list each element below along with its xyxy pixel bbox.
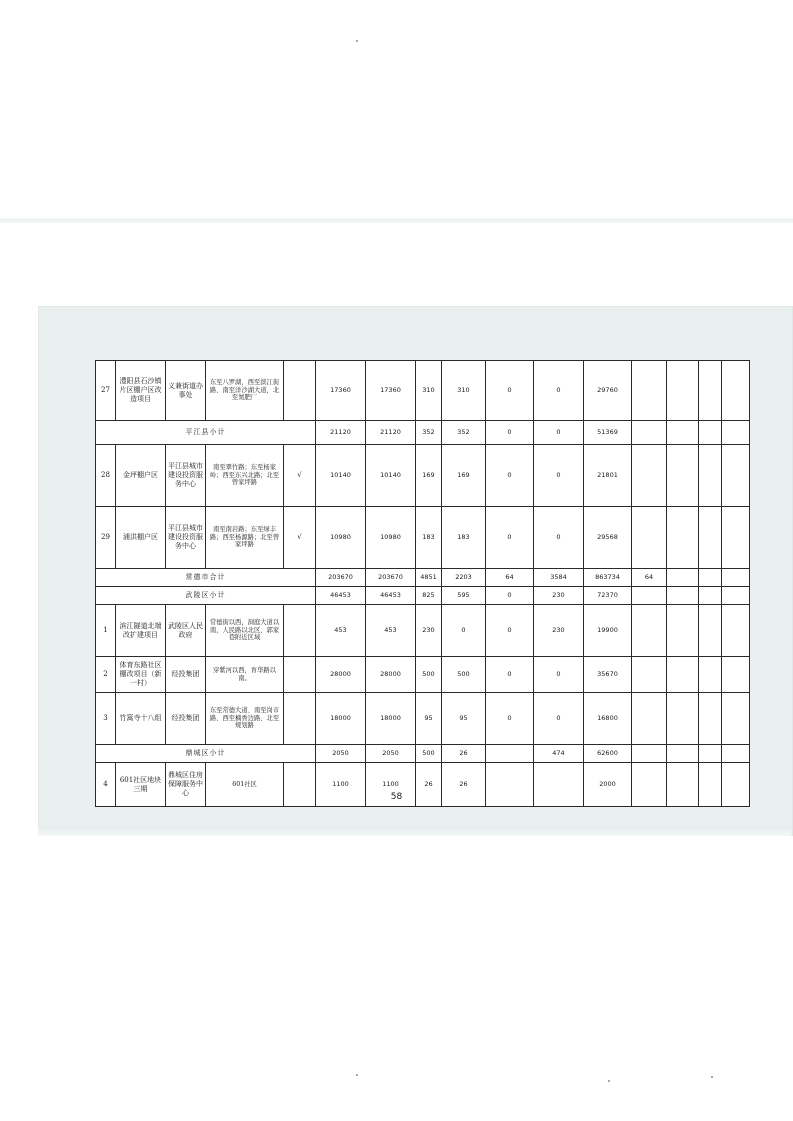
check-mark: √ [284,445,316,507]
cell-v4: 500 [442,657,486,693]
cell-v1: 46453 [316,587,366,605]
cell-v7: 2000 [584,763,632,807]
check-mark [284,693,316,745]
blank-cell [722,745,750,763]
cell-v6: 0 [534,445,584,507]
project-location: 601社区 [206,763,284,807]
blank-cell [699,605,722,657]
row-number: 28 [96,445,116,507]
subtotal-label: 平江县小计 [96,421,316,445]
cell-v4: 183 [442,507,486,569]
cell-v3: 4851 [416,569,442,587]
implementing-unit: 经投集团 [166,693,206,745]
table-row [96,507,750,569]
cell-v6: 0 [534,657,584,693]
cell-v6: 474 [534,745,584,763]
cell-v6: 230 [534,605,584,657]
cell-v5: 0 [486,657,534,693]
cell-v8 [632,421,667,445]
cell-v8 [632,745,667,763]
subtotal-row [96,569,750,587]
blank-cell [667,657,699,693]
cell-v1: 1100 [316,763,366,807]
cell-v1: 10980 [316,507,366,569]
cell-v8 [632,507,667,569]
cell-v1: 18000 [316,693,366,745]
scan-speck [356,1074,358,1076]
cell-v8 [632,693,667,745]
cell-v2: 18000 [366,693,416,745]
cell-v1: 2050 [316,745,366,763]
blank-cell [667,421,699,445]
cell-v4: 26 [442,745,486,763]
blank-cell [667,745,699,763]
project-name: 体育东路社区棚改项目（新一村） [116,657,166,693]
table-row [96,657,750,693]
cell-v4: 595 [442,587,486,605]
subtotal-row [96,587,750,605]
cell-v2: 453 [366,605,416,657]
cell-v3: 500 [416,745,442,763]
scan-speck [711,1076,713,1078]
page-number: 58 [390,792,403,802]
cell-v2: 1100 [366,763,416,807]
blank-cell [722,693,750,745]
scan-speck [608,1080,610,1082]
check-mark [284,361,316,421]
cell-v7: 19900 [584,605,632,657]
cell-v7: 29760 [584,361,632,421]
project-location: 南至翠竹路；东至杨家岭；西至东兴北路；北至曾家坪路 [206,445,284,507]
row-number: 27 [96,361,116,421]
cell-v5 [486,745,534,763]
blank-cell [722,507,750,569]
cell-v1: 203670 [316,569,366,587]
blank-cell [667,587,699,605]
project-location: 南至南岩路；东至绿丰路；西至杨源路；北至曾家坪路 [206,507,284,569]
blank-cell [667,361,699,421]
blank-cell [699,445,722,507]
cell-v2: 10140 [366,445,416,507]
blank-cell [722,361,750,421]
blank-cell [699,569,722,587]
blank-cell [667,605,699,657]
cell-v2: 28000 [366,657,416,693]
cell-v4: 0 [442,605,486,657]
blank-cell [722,657,750,693]
row-number: 2 [96,657,116,693]
blank-cell [722,605,750,657]
project-location: 东至常德大道、南至岗市路、西至楠香边路、北至规划路 [206,693,284,745]
project-location: 穿紫河以西，育华路以南。 [206,657,284,693]
cell-v3: 230 [416,605,442,657]
scan-artifact-edge [38,826,791,836]
cell-v6: 0 [534,361,584,421]
cell-v4: 95 [442,693,486,745]
cell-v8 [632,445,667,507]
blank-cell [722,421,750,445]
cell-v8: 64 [632,569,667,587]
cell-v3: 500 [416,657,442,693]
cell-v1: 453 [316,605,366,657]
scan-speck [356,40,358,42]
scan-artifact-band [0,218,793,223]
blank-cell [722,587,750,605]
blank-cell [699,657,722,693]
implementing-unit: 平江县城市建设投资服务中心 [166,507,206,569]
cell-v4: 26 [442,763,486,807]
cell-v5: 0 [486,605,534,657]
cell-v3: 26 [416,763,442,807]
blank-cell [722,569,750,587]
cell-v5: 0 [486,693,534,745]
cell-v7: 62600 [584,745,632,763]
cell-v4: 310 [442,361,486,421]
subtotal-label: 常德市合计 [96,569,316,587]
blank-cell [699,421,722,445]
cell-v3: 95 [416,693,442,745]
project-name: 601社区地块三期 [116,763,166,807]
implementing-unit: 武陵区人民政府 [166,605,206,657]
blank-cell [667,693,699,745]
cell-v4: 352 [442,421,486,445]
table-row [96,693,750,745]
check-mark [284,605,316,657]
row-number: 29 [96,507,116,569]
row-number: 4 [96,763,116,807]
cell-v5: 0 [486,361,534,421]
cell-v3: 310 [416,361,442,421]
cell-v7: 29568 [584,507,632,569]
cell-v8 [632,361,667,421]
blank-cell [722,445,750,507]
cell-v8 [632,587,667,605]
cell-v1: 10140 [316,445,366,507]
cell-v6: 230 [534,587,584,605]
cell-v5: 0 [486,421,534,445]
cell-v3: 169 [416,445,442,507]
cell-v2: 17360 [366,361,416,421]
subtotal-label: 鼎城区小计 [96,745,316,763]
cell-v1: 17360 [316,361,366,421]
project-name: 澧阳县石沙镇片区棚户区改造项目 [116,361,166,421]
implementing-unit: 义兼街道办事处 [166,361,206,421]
subtotal-label: 武陵区小计 [96,587,316,605]
blank-cell [699,507,722,569]
project-name: 浦洪棚户区 [116,507,166,569]
blank-cell [699,745,722,763]
cell-v7: 21801 [584,445,632,507]
project-name: 竹篙寺十八组 [116,693,166,745]
cell-v2: 10980 [366,507,416,569]
implementing-unit: 鼎城区住房保障服务中心 [166,763,206,807]
cell-v7: 51369 [584,421,632,445]
cell-v7: 72370 [584,587,632,605]
cell-v2: 46453 [366,587,416,605]
cell-v7: 16800 [584,693,632,745]
check-mark [284,657,316,693]
row-number: 1 [96,605,116,657]
cell-v3: 352 [416,421,442,445]
cell-v6: 0 [534,421,584,445]
implementing-unit: 平江县城市建设投资服务中心 [166,445,206,507]
cell-v3: 183 [416,507,442,569]
blank-cell [699,587,722,605]
blank-cell [667,445,699,507]
cell-v7: 35670 [584,657,632,693]
cell-v5: 0 [486,587,534,605]
check-mark: √ [284,507,316,569]
cell-v8 [632,657,667,693]
subtotal-row [96,421,750,445]
cell-v5: 0 [486,507,534,569]
cell-v4: 169 [442,445,486,507]
blank-cell [699,361,722,421]
project-name: 滨江隧道北端改扩建项目 [116,605,166,657]
blank-cell [667,507,699,569]
project-location: 东至八罗湖，西至滨江街路、南至洋沙湖大道，北至氮肥厂 [206,361,284,421]
table-row [96,605,750,657]
cell-v2: 2050 [366,745,416,763]
blank-cell [667,569,699,587]
cell-v4: 2203 [442,569,486,587]
cell-v1: 28000 [316,657,366,693]
cell-v1: 21120 [316,421,366,445]
cell-v6: 0 [534,693,584,745]
cell-v2: 21120 [366,421,416,445]
cell-v6: 3584 [534,569,584,587]
table-row [96,361,750,421]
table-row [96,445,750,507]
cell-v2: 203670 [366,569,416,587]
blank-cell [699,693,722,745]
project-location: 常德街以西，洞庭大道以南，人民路以北区，郭家巷附近区域 [206,605,284,657]
cell-v7: 863734 [584,569,632,587]
implementing-unit: 经投集团 [166,657,206,693]
cell-v6: 0 [534,507,584,569]
project-table [95,360,750,807]
row-number: 3 [96,693,116,745]
cell-v8 [632,605,667,657]
cell-v5: 0 [486,445,534,507]
subtotal-row [96,745,750,763]
project-name: 金坪棚户区 [116,445,166,507]
cell-v3: 825 [416,587,442,605]
cell-v5: 64 [486,569,534,587]
